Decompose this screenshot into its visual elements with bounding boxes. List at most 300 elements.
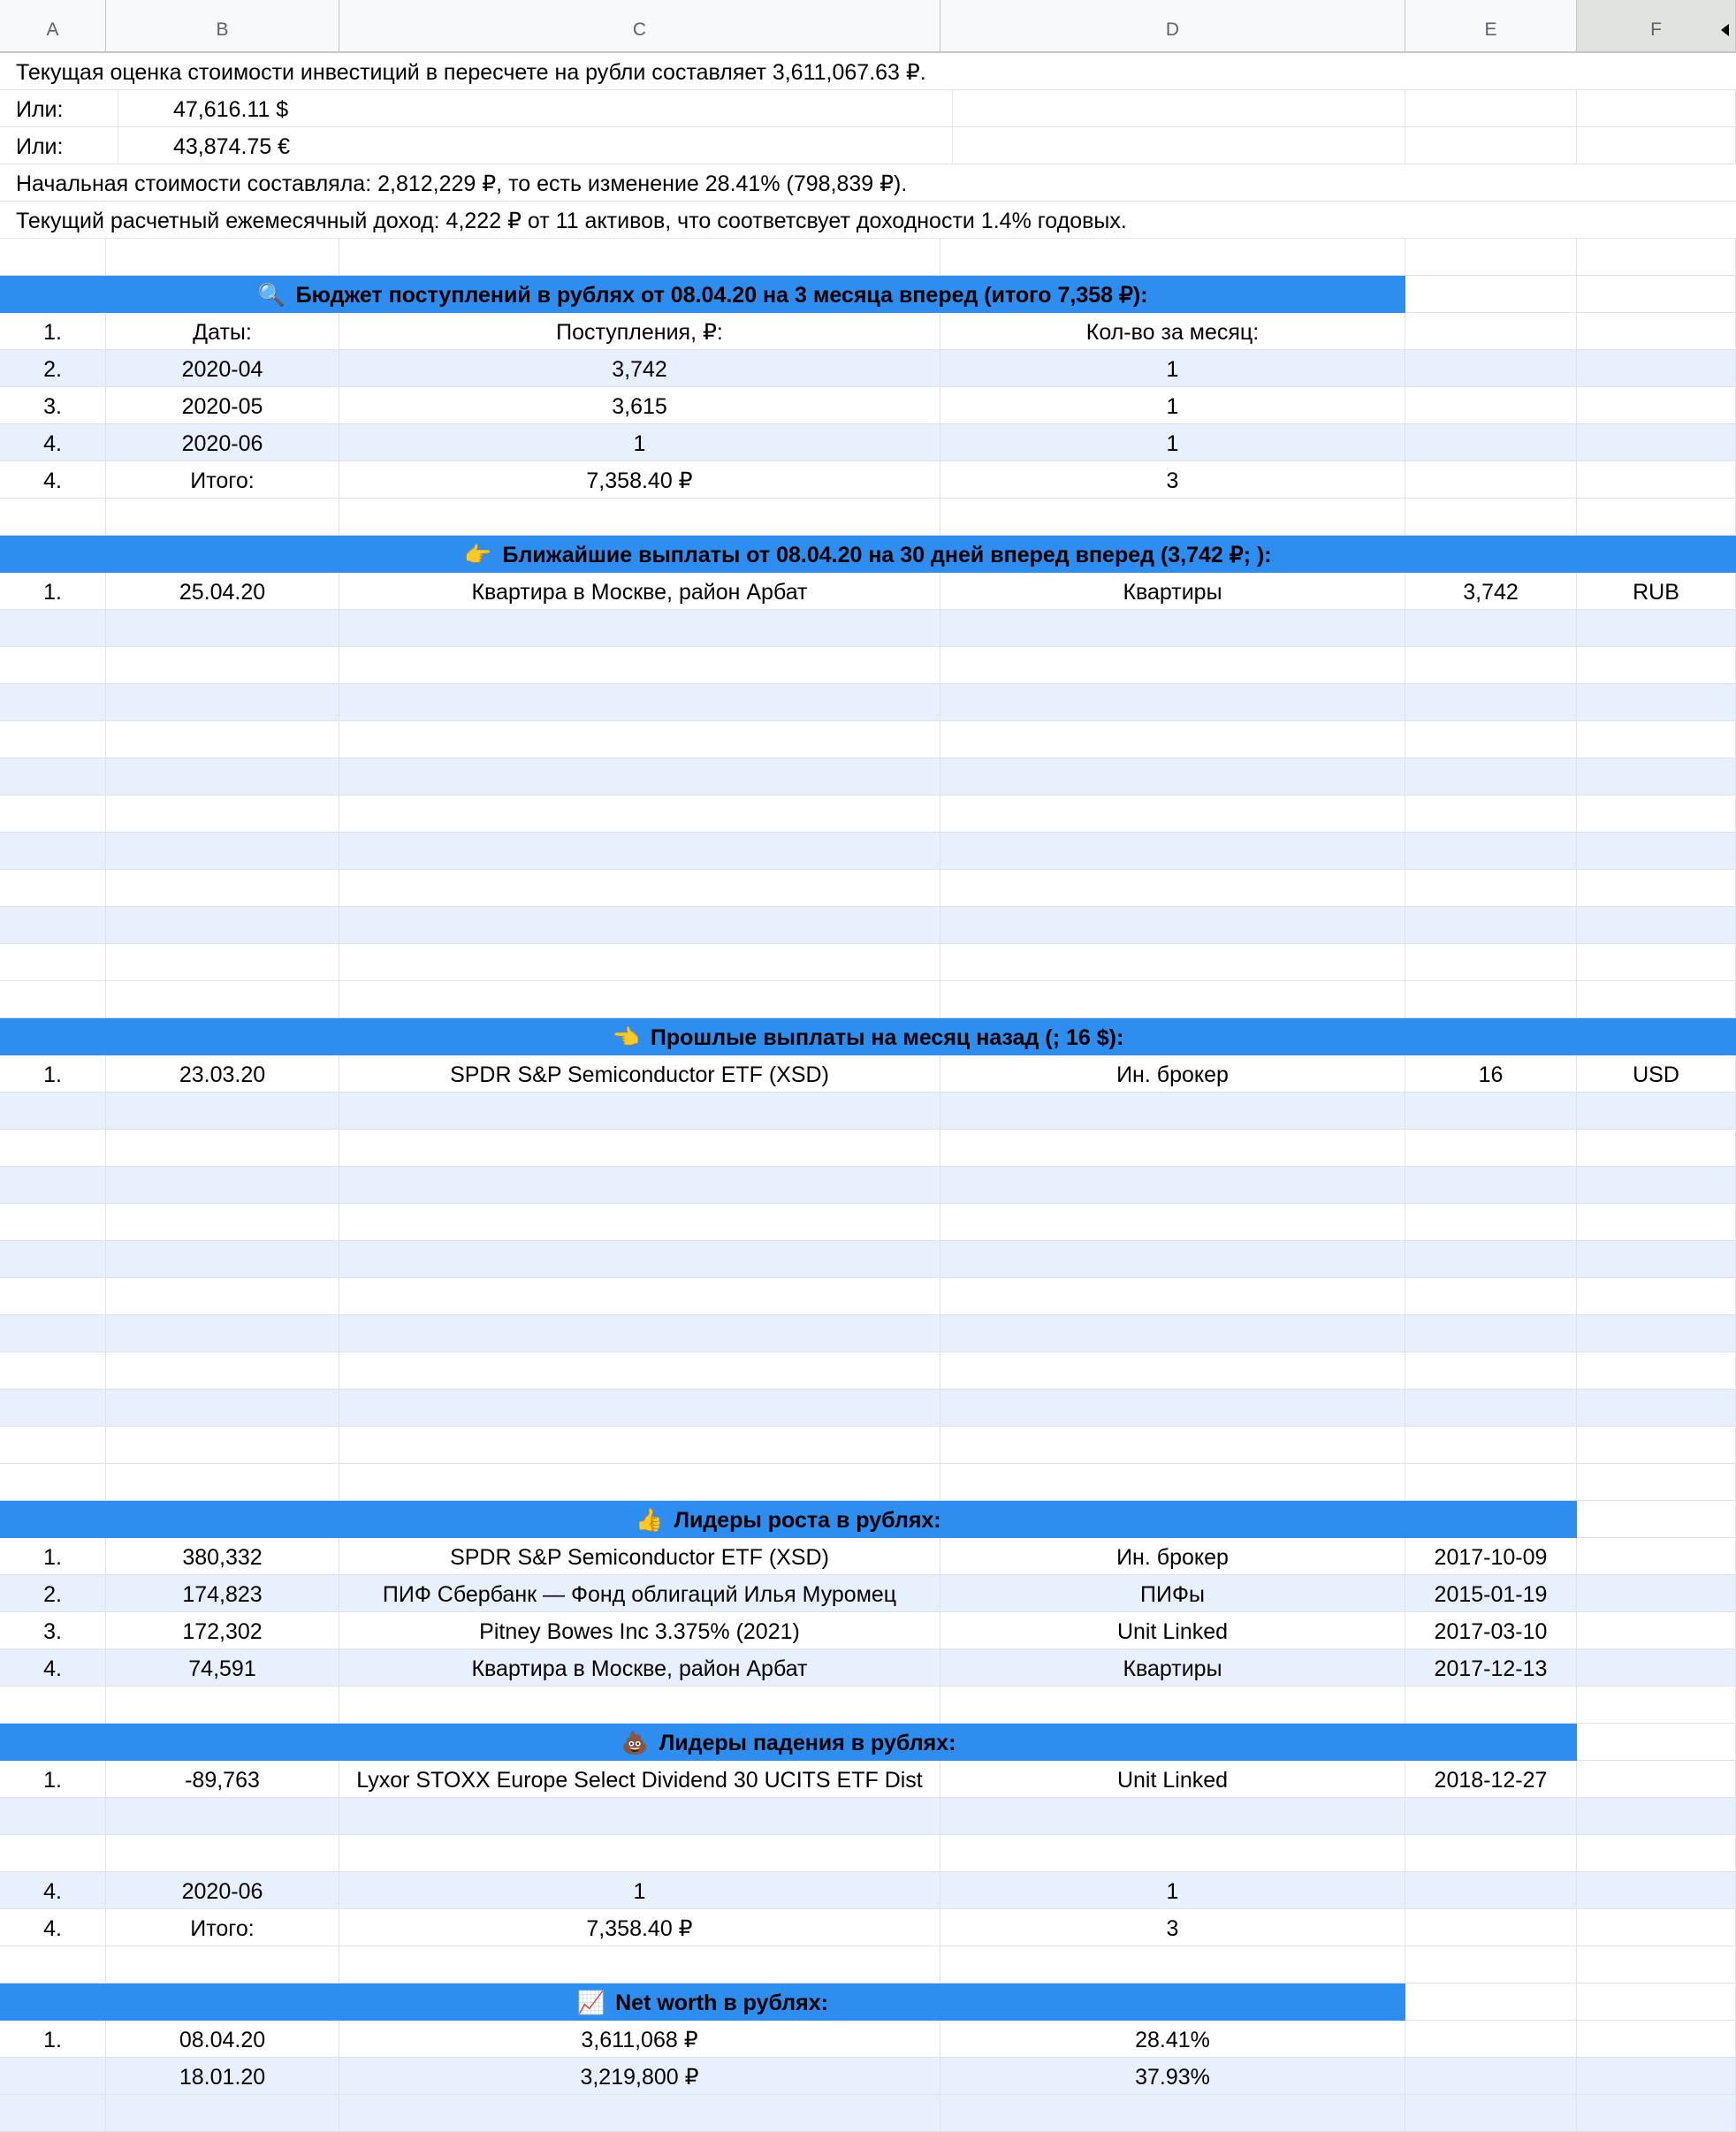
- cell[interactable]: Квартира в Москве, район Арбат: [339, 1649, 940, 1687]
- cell[interactable]: [1405, 944, 1577, 981]
- cell[interactable]: [1577, 1241, 1736, 1278]
- cell[interactable]: [940, 1315, 1405, 1352]
- cell[interactable]: 1: [339, 1872, 940, 1909]
- cell[interactable]: [953, 90, 1405, 127]
- cell[interactable]: [1405, 1130, 1577, 1167]
- cell[interactable]: [1405, 2021, 1577, 2058]
- cell[interactable]: [1577, 684, 1736, 721]
- cell[interactable]: [1405, 127, 1577, 164]
- cell[interactable]: [0, 239, 106, 276]
- cell[interactable]: 4.: [0, 1649, 106, 1687]
- cell[interactable]: [940, 239, 1405, 276]
- cell[interactable]: SPDR S&P Semiconductor ETF (XSD): [339, 1538, 940, 1575]
- column-header-f[interactable]: F: [1577, 0, 1736, 51]
- cell[interactable]: [0, 1204, 106, 1241]
- cell[interactable]: [1577, 313, 1736, 350]
- cell[interactable]: [339, 1464, 940, 1501]
- cell[interactable]: [940, 1798, 1405, 1835]
- cell[interactable]: [106, 1390, 339, 1427]
- cell[interactable]: 2017-03-10: [1405, 1612, 1577, 1649]
- column-header-a[interactable]: A: [0, 0, 106, 51]
- cell[interactable]: [106, 796, 339, 833]
- cell[interactable]: 1.: [0, 573, 106, 610]
- cell[interactable]: [106, 1167, 339, 1204]
- cell[interactable]: [940, 1241, 1405, 1278]
- cell[interactable]: Pitney Bowes Inc 3.375% (2021): [339, 1612, 940, 1649]
- cell[interactable]: [1405, 90, 1577, 127]
- cell[interactable]: 1: [339, 424, 940, 461]
- cell[interactable]: [1577, 1093, 1736, 1130]
- cell[interactable]: [1577, 1390, 1736, 1427]
- cell[interactable]: [0, 1835, 106, 1872]
- eur-value[interactable]: 43,874.75 €: [118, 127, 953, 164]
- cell[interactable]: [106, 499, 339, 536]
- cell[interactable]: [940, 1130, 1405, 1167]
- cell[interactable]: 2.: [0, 1575, 106, 1612]
- cell[interactable]: 3: [940, 461, 1405, 499]
- cell[interactable]: 4.: [0, 1909, 106, 1946]
- cell[interactable]: Lyxor STOXX Europe Select Dividend 30 UCITS ETF Dist: [339, 1761, 940, 1798]
- cell[interactable]: [339, 1241, 940, 1278]
- cell[interactable]: [0, 833, 106, 870]
- cell[interactable]: [0, 499, 106, 536]
- cell[interactable]: [940, 721, 1405, 758]
- or-label[interactable]: Или:: [0, 90, 118, 127]
- cell[interactable]: [1577, 127, 1736, 164]
- cell[interactable]: -89,763: [106, 1761, 339, 1798]
- cell[interactable]: 3: [940, 1909, 1405, 1946]
- cell[interactable]: [1577, 981, 1736, 1018]
- cell[interactable]: [1577, 1946, 1736, 1984]
- cell[interactable]: [1577, 1612, 1736, 1649]
- cell[interactable]: 3,219,800 ₽: [339, 2058, 940, 2095]
- cell[interactable]: [1577, 647, 1736, 684]
- cell[interactable]: 1.: [0, 313, 106, 350]
- cell[interactable]: [940, 981, 1405, 1018]
- summary-monthly-income[interactable]: Текущий расчетный ежемесячный доход: 4,222 ₽ от 11 активов, что соответсвует доходности 1.4% годовых.: [0, 202, 1736, 239]
- section-header-upcoming[interactable]: [0, 536, 1736, 573]
- cell[interactable]: [1577, 461, 1736, 499]
- cell[interactable]: Квартиры: [940, 573, 1405, 610]
- summary-current-value[interactable]: Текущая оценка стоимости инвестиций в пересчете на рубли составляет 3,611,067.63 ₽.: [0, 53, 1736, 90]
- cell[interactable]: [1577, 1687, 1736, 1724]
- cell[interactable]: Квартиры: [940, 1649, 1405, 1687]
- cell[interactable]: [940, 2095, 1405, 2132]
- cell[interactable]: [1405, 721, 1577, 758]
- cell[interactable]: [106, 1241, 339, 1278]
- cell[interactable]: [1577, 276, 1736, 313]
- cell[interactable]: [339, 1687, 940, 1724]
- cell[interactable]: [339, 1352, 940, 1390]
- cell[interactable]: 16: [1405, 1055, 1577, 1093]
- cell[interactable]: [1405, 1390, 1577, 1427]
- cell[interactable]: 4.: [0, 461, 106, 499]
- cell[interactable]: [940, 1687, 1405, 1724]
- cell[interactable]: [0, 721, 106, 758]
- cell[interactable]: [1577, 1278, 1736, 1315]
- cell[interactable]: [1577, 1872, 1736, 1909]
- section-header-losers[interactable]: [0, 1724, 1577, 1761]
- cell[interactable]: 28.41%: [940, 2021, 1405, 2058]
- cell[interactable]: Unit Linked: [940, 1612, 1405, 1649]
- cell[interactable]: USD: [1577, 1055, 1736, 1093]
- cell[interactable]: [1405, 758, 1577, 796]
- cell[interactable]: [1577, 1724, 1736, 1761]
- cell[interactable]: Поступления, ₽:: [339, 313, 940, 350]
- cell[interactable]: [1405, 1798, 1577, 1835]
- cell[interactable]: [339, 907, 940, 944]
- cell[interactable]: [1405, 870, 1577, 907]
- cell[interactable]: [1405, 647, 1577, 684]
- cell[interactable]: [940, 796, 1405, 833]
- cell[interactable]: [0, 1315, 106, 1352]
- cell[interactable]: 1: [940, 1872, 1405, 1909]
- cell[interactable]: [0, 1427, 106, 1464]
- cell[interactable]: [106, 758, 339, 796]
- cell[interactable]: Unit Linked: [940, 1761, 1405, 1798]
- cell[interactable]: Квартира в Москве, район Арбат: [339, 573, 940, 610]
- cell[interactable]: [0, 2095, 106, 2132]
- cell[interactable]: [106, 1464, 339, 1501]
- column-header-b[interactable]: B: [106, 0, 339, 51]
- cell[interactable]: 2015-01-19: [1405, 1575, 1577, 1612]
- cell[interactable]: ПИФы: [940, 1575, 1405, 1612]
- cell[interactable]: [1577, 1761, 1736, 1798]
- cell[interactable]: [940, 1167, 1405, 1204]
- cell[interactable]: [339, 1798, 940, 1835]
- cell[interactable]: [1577, 1464, 1736, 1501]
- cell[interactable]: [1577, 1204, 1736, 1241]
- cell[interactable]: [1405, 1167, 1577, 1204]
- cell[interactable]: [106, 1352, 339, 1390]
- cell[interactable]: [339, 1427, 940, 1464]
- column-header-c[interactable]: C: [339, 0, 940, 51]
- cell[interactable]: [0, 1093, 106, 1130]
- cell[interactable]: 3,615: [339, 387, 940, 424]
- cell[interactable]: [106, 870, 339, 907]
- cell[interactable]: [1577, 1427, 1736, 1464]
- cell[interactable]: 4.: [0, 1872, 106, 1909]
- cell[interactable]: Итого:: [106, 461, 339, 499]
- cell[interactable]: [940, 1835, 1405, 1872]
- cell[interactable]: [106, 1130, 339, 1167]
- cell[interactable]: 1.: [0, 1761, 106, 1798]
- cell[interactable]: [339, 721, 940, 758]
- cell[interactable]: Даты:: [106, 313, 339, 350]
- cell[interactable]: [0, 1798, 106, 1835]
- cell[interactable]: 3,742: [1405, 573, 1577, 610]
- cell[interactable]: [339, 1204, 940, 1241]
- cell[interactable]: [0, 758, 106, 796]
- cell[interactable]: [1405, 1093, 1577, 1130]
- cell[interactable]: [106, 1427, 339, 1464]
- cell[interactable]: 7,358.40 ₽: [339, 1909, 940, 1946]
- cell[interactable]: [1405, 796, 1577, 833]
- cell[interactable]: ПИФ Сбербанк — Фонд облигаций Илья Муромец: [339, 1575, 940, 1612]
- usd-value[interactable]: 47,616.11 $: [118, 90, 953, 127]
- cell[interactable]: [940, 944, 1405, 981]
- cell[interactable]: [106, 833, 339, 870]
- cell[interactable]: [1577, 1649, 1736, 1687]
- cell[interactable]: [1405, 1315, 1577, 1352]
- cell[interactable]: [1405, 907, 1577, 944]
- cell[interactable]: [1405, 684, 1577, 721]
- cell[interactable]: [1577, 1798, 1736, 1835]
- cell[interactable]: 74,591: [106, 1649, 339, 1687]
- cell[interactable]: 2017-12-13: [1405, 1649, 1577, 1687]
- cell[interactable]: [1405, 499, 1577, 536]
- cell[interactable]: [1577, 90, 1736, 127]
- cell[interactable]: [339, 1835, 940, 1872]
- cell[interactable]: [1577, 1835, 1736, 1872]
- cell[interactable]: [106, 610, 339, 647]
- cell[interactable]: [1577, 2058, 1736, 2095]
- cell[interactable]: [0, 1390, 106, 1427]
- cell[interactable]: 1: [940, 387, 1405, 424]
- cell[interactable]: [1577, 387, 1736, 424]
- cell[interactable]: [0, 981, 106, 1018]
- cell[interactable]: [1405, 1204, 1577, 1241]
- cell[interactable]: [1405, 1241, 1577, 1278]
- cell[interactable]: [940, 1204, 1405, 1241]
- cell[interactable]: [1405, 424, 1577, 461]
- cell[interactable]: [1577, 1352, 1736, 1390]
- cell[interactable]: [1577, 1984, 1736, 2021]
- cell[interactable]: [1405, 350, 1577, 387]
- cell[interactable]: Ин. брокер: [940, 1538, 1405, 1575]
- cell[interactable]: [339, 499, 940, 536]
- cell[interactable]: [1577, 1167, 1736, 1204]
- cell[interactable]: [940, 499, 1405, 536]
- cell[interactable]: 3.: [0, 387, 106, 424]
- cell[interactable]: [1577, 1315, 1736, 1352]
- cell[interactable]: [339, 610, 940, 647]
- cell[interactable]: [1577, 796, 1736, 833]
- cell[interactable]: [1577, 1538, 1736, 1575]
- cell[interactable]: [940, 758, 1405, 796]
- cell[interactable]: [339, 1390, 940, 1427]
- cell[interactable]: [940, 1352, 1405, 1390]
- cell[interactable]: [0, 1278, 106, 1315]
- cell[interactable]: [940, 833, 1405, 870]
- cell[interactable]: [339, 1130, 940, 1167]
- cell[interactable]: [940, 1390, 1405, 1427]
- cell[interactable]: 7,358.40 ₽: [339, 461, 940, 499]
- cell[interactable]: [1405, 1687, 1577, 1724]
- cell[interactable]: 4.: [0, 424, 106, 461]
- section-header-gainers[interactable]: [0, 1501, 1577, 1538]
- cell[interactable]: [106, 944, 339, 981]
- cell[interactable]: [106, 1687, 339, 1724]
- cell[interactable]: [106, 1204, 339, 1241]
- cell[interactable]: [1405, 610, 1577, 647]
- cell[interactable]: [1405, 2058, 1577, 2095]
- cell[interactable]: [940, 647, 1405, 684]
- cell[interactable]: [339, 2095, 940, 2132]
- cell[interactable]: 2.: [0, 350, 106, 387]
- cell[interactable]: [1405, 1352, 1577, 1390]
- cell[interactable]: [0, 647, 106, 684]
- cell[interactable]: [940, 1093, 1405, 1130]
- cell[interactable]: 2018-12-27: [1405, 1761, 1577, 1798]
- cell[interactable]: [0, 1167, 106, 1204]
- cell[interactable]: [106, 647, 339, 684]
- section-header-networth[interactable]: [0, 1984, 1405, 2021]
- cell[interactable]: [1405, 276, 1577, 313]
- cell[interactable]: [339, 1093, 940, 1130]
- cell[interactable]: RUB: [1577, 573, 1736, 610]
- cell[interactable]: [0, 610, 106, 647]
- cell[interactable]: [339, 1315, 940, 1352]
- cell[interactable]: [1405, 1946, 1577, 1984]
- cell[interactable]: 380,332: [106, 1538, 339, 1575]
- cell[interactable]: [1577, 610, 1736, 647]
- cell[interactable]: [0, 1687, 106, 1724]
- cell[interactable]: Кол-во за месяц:: [940, 313, 1405, 350]
- cell[interactable]: [0, 907, 106, 944]
- cell[interactable]: [339, 833, 940, 870]
- cell[interactable]: SPDR S&P Semiconductor ETF (XSD): [339, 1055, 940, 1093]
- cell[interactable]: [339, 239, 940, 276]
- cell[interactable]: [106, 2095, 339, 2132]
- cell[interactable]: [1577, 2095, 1736, 2132]
- cell[interactable]: [0, 1946, 106, 1984]
- section-header-budget[interactable]: [0, 276, 1405, 313]
- cell[interactable]: [1405, 981, 1577, 1018]
- cell[interactable]: [1577, 944, 1736, 981]
- cell[interactable]: [940, 1464, 1405, 1501]
- cell[interactable]: 1.: [0, 1538, 106, 1575]
- cell[interactable]: [106, 1835, 339, 1872]
- cell[interactable]: 23.03.20: [106, 1055, 339, 1093]
- cell[interactable]: [0, 796, 106, 833]
- cell[interactable]: 2020-05: [106, 387, 339, 424]
- cell[interactable]: [106, 1798, 339, 1835]
- cell[interactable]: [1405, 1872, 1577, 1909]
- cell[interactable]: [1577, 870, 1736, 907]
- cell[interactable]: [339, 981, 940, 1018]
- cell[interactable]: [1405, 239, 1577, 276]
- cell[interactable]: [1405, 1835, 1577, 1872]
- cell[interactable]: [106, 721, 339, 758]
- section-header-past[interactable]: [0, 1018, 1736, 1055]
- cell[interactable]: [940, 1946, 1405, 1984]
- cell[interactable]: 1.: [0, 1055, 106, 1093]
- cell[interactable]: [0, 870, 106, 907]
- cell[interactable]: [940, 1278, 1405, 1315]
- cell[interactable]: [953, 127, 1405, 164]
- cell[interactable]: [106, 907, 339, 944]
- cell[interactable]: 2017-10-09: [1405, 1538, 1577, 1575]
- cell[interactable]: [106, 1946, 339, 1984]
- cell[interactable]: [940, 610, 1405, 647]
- cell[interactable]: [339, 944, 940, 981]
- cell[interactable]: [339, 796, 940, 833]
- cell[interactable]: [1577, 1501, 1736, 1538]
- cell[interactable]: [106, 1315, 339, 1352]
- cell[interactable]: [1405, 1984, 1577, 2021]
- cell[interactable]: 3.: [0, 1612, 106, 1649]
- cell[interactable]: [1405, 2095, 1577, 2132]
- cell[interactable]: [1577, 350, 1736, 387]
- cell[interactable]: [1577, 1130, 1736, 1167]
- cell[interactable]: [1405, 833, 1577, 870]
- cell[interactable]: 2020-06: [106, 424, 339, 461]
- collapse-arrow-icon[interactable]: [1721, 24, 1729, 36]
- cell[interactable]: [0, 684, 106, 721]
- cell[interactable]: [1577, 721, 1736, 758]
- cell[interactable]: 25.04.20: [106, 573, 339, 610]
- cell[interactable]: 1: [940, 350, 1405, 387]
- cell[interactable]: [1577, 424, 1736, 461]
- cell[interactable]: [1405, 313, 1577, 350]
- cell[interactable]: [940, 684, 1405, 721]
- cell[interactable]: [1405, 461, 1577, 499]
- cell[interactable]: [1405, 1427, 1577, 1464]
- cell[interactable]: [1405, 1909, 1577, 1946]
- cell[interactable]: [339, 870, 940, 907]
- cell[interactable]: [1577, 2021, 1736, 2058]
- cell[interactable]: [339, 1167, 940, 1204]
- cell[interactable]: [1577, 833, 1736, 870]
- cell[interactable]: Итого:: [106, 1909, 339, 1946]
- cell[interactable]: [339, 684, 940, 721]
- cell[interactable]: [1405, 387, 1577, 424]
- cell[interactable]: 3,742: [339, 350, 940, 387]
- cell[interactable]: [1577, 1909, 1736, 1946]
- cell[interactable]: Ин. брокер: [940, 1055, 1405, 1093]
- cell[interactable]: [0, 2058, 106, 2095]
- summary-initial-value[interactable]: Начальная стоимости составляла: 2,812,229 ₽, то есть изменение 28.41% (798,839 ₽).: [0, 164, 1736, 202]
- cell[interactable]: 37.93%: [940, 2058, 1405, 2095]
- column-header-d[interactable]: D: [940, 0, 1405, 51]
- cell[interactable]: 172,302: [106, 1612, 339, 1649]
- cell[interactable]: [1577, 239, 1736, 276]
- cell[interactable]: [339, 1946, 940, 1984]
- cell[interactable]: [106, 981, 339, 1018]
- cell[interactable]: 08.04.20: [106, 2021, 339, 2058]
- cell[interactable]: [940, 870, 1405, 907]
- or-label[interactable]: Или:: [0, 127, 118, 164]
- cell[interactable]: [0, 944, 106, 981]
- cell[interactable]: [106, 239, 339, 276]
- cell[interactable]: 18.01.20: [106, 2058, 339, 2095]
- cell[interactable]: 2020-04: [106, 350, 339, 387]
- cell[interactable]: [1577, 907, 1736, 944]
- cell[interactable]: [106, 1093, 339, 1130]
- cell[interactable]: [1577, 499, 1736, 536]
- cell[interactable]: [1577, 1575, 1736, 1612]
- cell[interactable]: 2020-06: [106, 1872, 339, 1909]
- cell[interactable]: [1577, 758, 1736, 796]
- cell[interactable]: [106, 1278, 339, 1315]
- cell[interactable]: [0, 1241, 106, 1278]
- cell[interactable]: [1405, 1464, 1577, 1501]
- column-header-e[interactable]: E: [1405, 0, 1577, 51]
- cell[interactable]: [339, 647, 940, 684]
- cell[interactable]: [339, 1278, 940, 1315]
- cell[interactable]: [0, 1352, 106, 1390]
- cell[interactable]: [339, 758, 940, 796]
- cell[interactable]: [0, 1130, 106, 1167]
- cell[interactable]: 1: [940, 424, 1405, 461]
- cell[interactable]: [106, 684, 339, 721]
- cell[interactable]: [940, 1427, 1405, 1464]
- cell[interactable]: 1.: [0, 2021, 106, 2058]
- cell[interactable]: [0, 1464, 106, 1501]
- cell[interactable]: [940, 907, 1405, 944]
- cell[interactable]: 174,823: [106, 1575, 339, 1612]
